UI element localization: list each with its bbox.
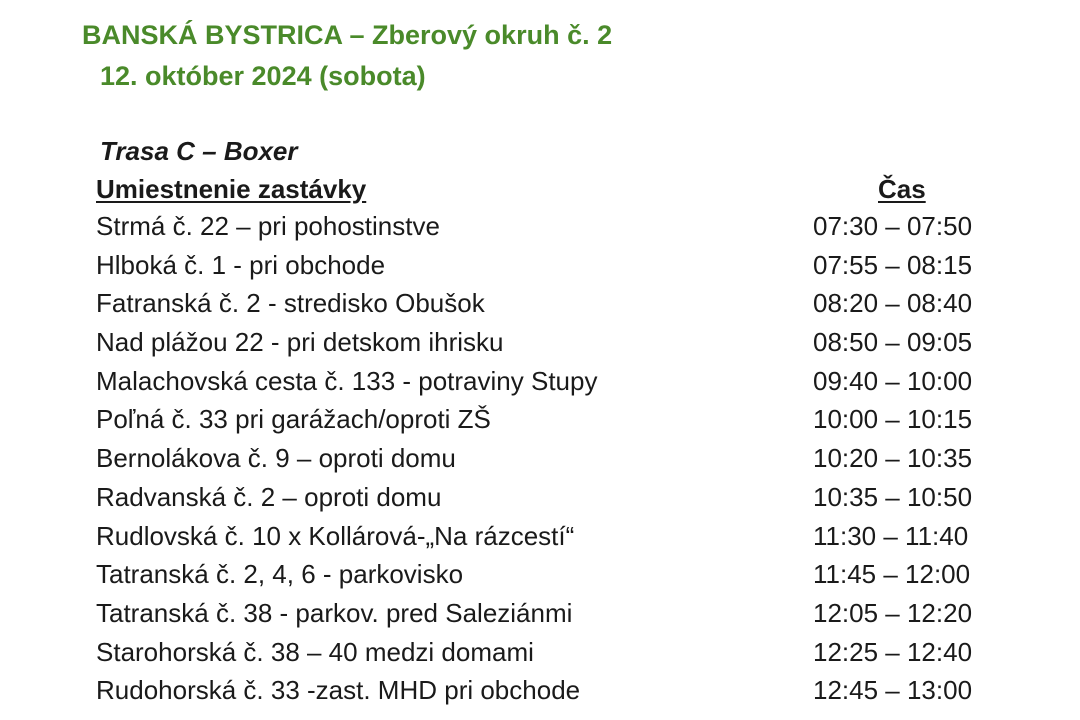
stop-time: 07:55 – 08:15 <box>813 249 973 280</box>
stop-location: Malachovská cesta č. 133 - potraviny Stupy <box>96 365 598 396</box>
stop-location: Hlboká č. 1 - pri obchode <box>96 249 386 280</box>
table-row <box>96 521 996 560</box>
column-header-time: Čas <box>878 174 926 204</box>
table-row <box>96 598 996 637</box>
stop-time: 11:45 – 12:00 <box>813 559 971 590</box>
stop-time: 10:35 – 10:50 <box>813 481 973 512</box>
stop-location: Nad plážou 22 - pri detskom ihrisku <box>96 327 504 358</box>
document-title: BANSKÁ BYSTRICA – Zberový okruh č. 2 <box>82 20 613 50</box>
stop-time: 08:50 – 09:05 <box>813 327 973 358</box>
stop-time: 08:20 – 08:40 <box>813 288 973 319</box>
stop-time: 11:30 – 11:40 <box>813 520 969 551</box>
table-row <box>96 675 996 714</box>
stop-location: Radvanská č. 2 – oproti domu <box>96 481 442 512</box>
route-name: Trasa C – Boxer <box>100 136 298 166</box>
stop-location: Tatranská č. 38 - parkov. pred Saleziánmi <box>96 597 573 628</box>
table-row <box>96 404 996 443</box>
stop-location: Bernolákova č. 9 – oproti domu <box>96 443 456 474</box>
stop-time: 12:25 – 12:40 <box>813 636 973 667</box>
stop-time: 12:05 – 12:20 <box>813 597 973 628</box>
schedule-table <box>96 211 996 714</box>
stop-time: 10:00 – 10:15 <box>813 404 973 435</box>
stop-location: Rudohorská č. 33 -zast. MHD pri obchode <box>96 675 581 706</box>
stop-time: 07:30 – 07:50 <box>813 211 973 241</box>
table-row <box>96 250 996 289</box>
table-row <box>96 327 996 366</box>
table-row <box>96 288 996 327</box>
stop-location: Rudlovská č. 10 x Kollárová-„Na rázcestí“ <box>96 520 575 551</box>
stop-location: Poľná č. 33 pri garážach/oproti ZŠ <box>96 404 491 435</box>
table-row <box>96 211 996 250</box>
stop-time: 10:20 – 10:35 <box>813 443 973 474</box>
column-header-location: Umiestnenie zastávky <box>96 174 367 204</box>
document-date: 12. október 2024 (sobota) <box>100 61 426 91</box>
stop-time: 12:45 – 13:00 <box>813 675 973 706</box>
stop-location: Fatranská č. 2 - stredisko Obušok <box>96 288 485 319</box>
stop-time: 09:40 – 10:00 <box>813 365 973 396</box>
table-row <box>96 559 996 598</box>
table-row <box>96 443 996 482</box>
table-row <box>96 482 996 521</box>
table-row <box>96 637 996 676</box>
table-row <box>96 366 996 405</box>
stop-location: Tatranská č. 2, 4, 6 - parkovisko <box>96 559 464 590</box>
stop-location: Starohorská č. 38 – 40 medzi domami <box>96 636 534 667</box>
stop-location: Strmá č. 22 – pri pohostinstve <box>96 211 440 241</box>
